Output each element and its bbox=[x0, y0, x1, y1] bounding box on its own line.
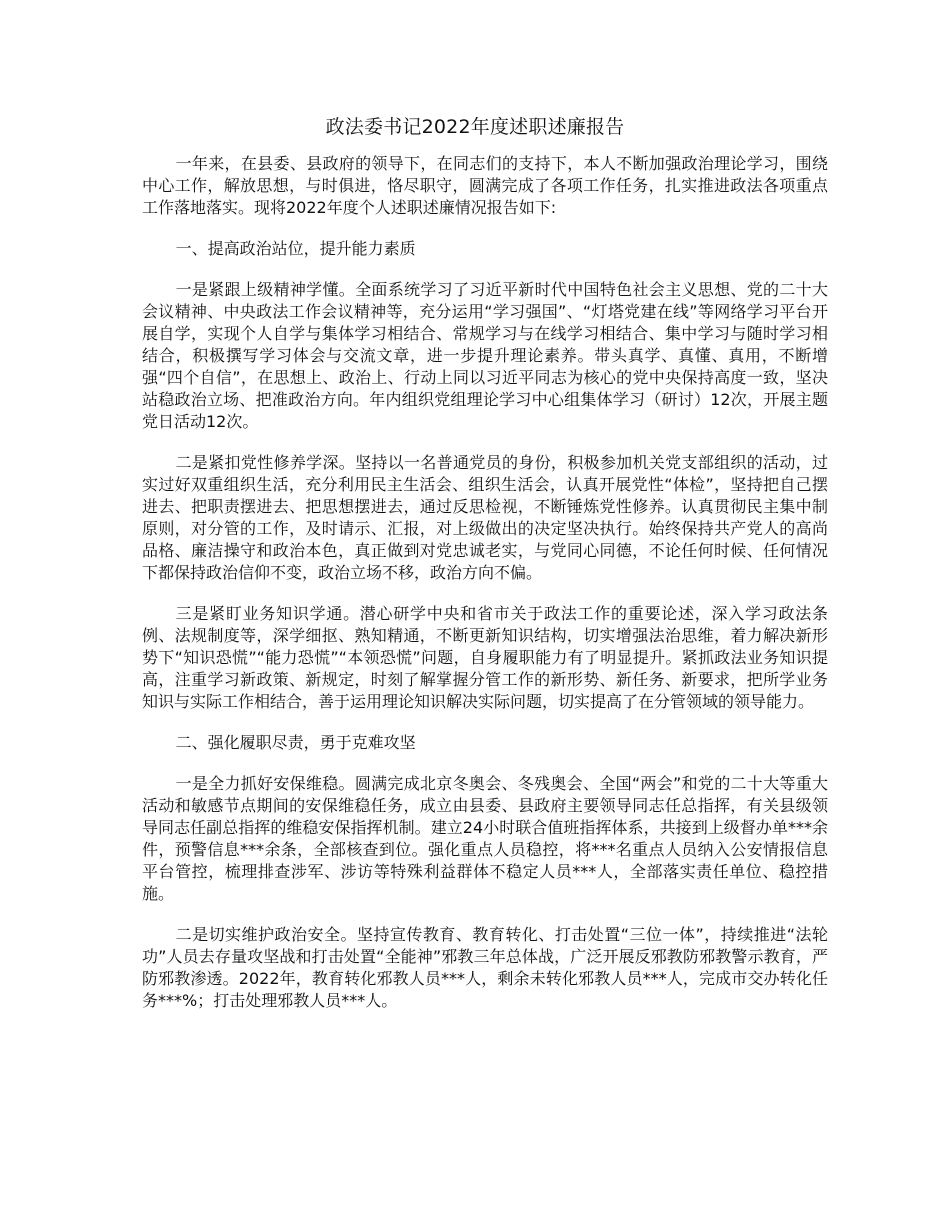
body-paragraph: 一是全力抓好安保维稳。圆满完成北京冬奥会、冬残奥会、全国“两会”和党的二十大等重大活动和敏感节点期间的安保维稳任务，成立由县委、县政府主要领导同志任总指挥，有关县级领导同志任副总指挥的维稳安保指挥机制。建立24小时联合值班指挥体系，共接到上级督办单***余件，预警信息***余条，全部核查到位。强化重点人员稳控，将***名重点人员纳入公安情报信息平台管控，梳理排查涉军、涉访等特殊利益群体不稳定人员***人，全部落实责任单位、稳控措施。 bbox=[142, 774, 828, 903]
body-paragraph: 一是紧跟上级精神学懂。全面系统学习了习近平新时代中国特色社会主义思想、党的二十大会议精神、中央政法工作会议精神等，充分运用“学习强国”、“灯塔党建在线”等网络学习平台开展自学，实现个人自学与集体学习相结合、常规学习与在线学习相结合、集中学习与随时学习相结合，积极撰写学习体会与交流文章，进一步提升理论素养。带头真学、真懂、真用，不断增强“四个自信”，在思想上、政治上、行动上同以习近平同志为核心的党中央保持高度一致，坚决站稳政治立场、把准政治方向。年内组织党组理论学习中心组集体学习（研讨）12次，开展主题党日活动12次。 bbox=[142, 280, 828, 431]
document-title: 政法委书记2022年度述职述廉报告 bbox=[325, 116, 625, 138]
body-paragraph: 二是紧扣党性修养学深。坚持以一名普通党员的身份，积极参加机关党支部组织的活动，过实过好双重组织生活，充分利用民主生活会、组织生活会，认真开展党性“体检”，坚持把自己摆进去、把职责摆进去、把思想摆进去，通过反思检视，不断锤炼党性修养。认真贯彻民主集中制原则，对分管的工作，及时请示、汇报，对上级做出的决定坚决执行。始终保持共产党人的高尚品格、廉洁操守和政治本色，真正做到对党忠诚老实，与党同心同德，不论任何时候、任何情况下都保持政治信仰不变，政治立场不移，政治方向不偏。 bbox=[142, 453, 828, 582]
section-heading-2: 二、强化履职尽责，勇于克难攻坚 bbox=[175, 733, 416, 752]
intro-paragraph: 一年来，在县委、县政府的领导下，在同志们的支持下，本人不断加强政治理论学习，围绕中心工作，解放思想，与时俱进，恪尽职守，圆满完成了各项工作任务，扎实推进政法各项重点工作落地落实。现将2022年度个人述职述廉情况报告如下: bbox=[142, 154, 828, 217]
body-paragraph: 二是切实维护政治安全。坚持宣传教育、教育转化、打击处置“三位一体”，持续推进“法轮功”人员去存量攻坚战和打击处置“全能神”邪教三年总体战，广泛开展反邪教防邪教警示教育，严防邪教渗透。2022年，教育转化邪教人员***人，剩余未转化邪教人员***人，完成市交办转化任务***%；打击处理邪教人员***人。 bbox=[142, 925, 828, 1010]
body-paragraph: 三是紧盯业务知识学通。潜心研学中央和省市关于政法工作的重要论述，深入学习政法条例、法规制度等，深学细抠、熟知精通，不断更新知识结构，切实增强法治思维，着力解决新形势下“知识恐慌”“能力恐慌”“本领恐慌”问题，自身履职能力有了明显提升。紧抓政法业务知识提高，注重学习新政策、新规定，时刻了解掌握分管工作的新形势、新任务、新要求，把所学业务知识与实际工作相结合，善于运用理论知识解决实际问题，切实提高了在分管领域的领导能力。 bbox=[142, 604, 828, 711]
document-body bbox=[142, 153, 828, 1031]
section-heading-1: 一、提高政治站位，提升能力素质 bbox=[175, 239, 416, 258]
